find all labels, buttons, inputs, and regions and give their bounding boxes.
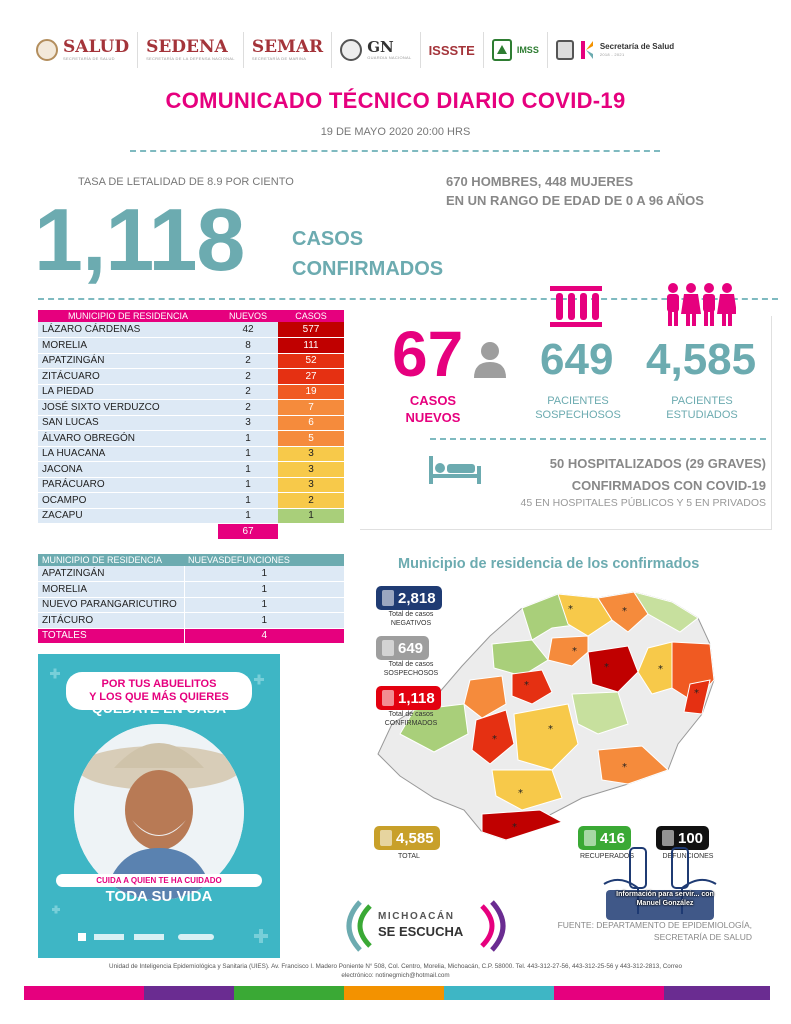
svg-text:*: * bbox=[658, 664, 663, 675]
municipio-cell: PARÁCUARO bbox=[38, 477, 218, 493]
test-tubes-icon bbox=[548, 284, 604, 328]
total-row bbox=[38, 524, 344, 540]
defunciones-por-municipio-table bbox=[38, 554, 344, 644]
nuevos-cell: 8 bbox=[218, 338, 278, 354]
table-row bbox=[38, 582, 344, 598]
gn-logo bbox=[332, 32, 420, 68]
table-row bbox=[38, 322, 344, 338]
defunciones-cell: 1 bbox=[184, 566, 344, 582]
casos-nuevos-label-line2: NUEVOS bbox=[405, 410, 461, 425]
table-row bbox=[38, 477, 344, 493]
sospechosos-count: 649 bbox=[398, 639, 424, 657]
imss-logo bbox=[484, 32, 548, 68]
footer-email: electrónico: notinegmich@hotmail.com bbox=[341, 972, 450, 979]
municipio-cell: LA HUACANA bbox=[38, 446, 218, 462]
map-title: Municipio de residencia de los confirmados bbox=[398, 556, 700, 572]
genero-rango bbox=[446, 172, 704, 210]
casos-nuevos-count: 67 bbox=[392, 318, 464, 390]
totales-value-cell: 4 bbox=[184, 628, 344, 644]
fuente-line1: FUENTE: DEPARTAMENTO DE EPIDEMIOLOGÍA, bbox=[557, 920, 752, 930]
sospechosos-badge bbox=[376, 636, 429, 660]
casos-cell: 19 bbox=[278, 384, 344, 400]
negativos-label-line2: NEGATIVOS bbox=[390, 620, 432, 627]
nuevos-cell: 2 bbox=[218, 400, 278, 416]
municipio-cell: JACONA bbox=[38, 462, 218, 478]
gn-logo-name: GN bbox=[367, 38, 394, 56]
sospechosos-label-line1: PACIENTES bbox=[547, 395, 609, 407]
casos-cell: 577 bbox=[278, 322, 344, 338]
svg-text:*: * bbox=[572, 646, 577, 657]
issste-logo bbox=[421, 32, 484, 68]
campaign-cuida: CUIDA A QUIEN TE HA CUIDADO bbox=[56, 874, 262, 887]
sedena-logo bbox=[138, 32, 244, 68]
casos-nuevos-label-line1: CASOS bbox=[409, 393, 457, 408]
table-row bbox=[38, 566, 344, 582]
report-date: 19 DE MAYO 2020 20:00 HRS bbox=[320, 126, 471, 138]
municipio-cell: JOSÉ SIXTO VERDUZCO bbox=[38, 400, 218, 416]
sedena-logo-name: SEDENA bbox=[146, 37, 228, 57]
municipio-cell: LÁZARO CÁRDENAS bbox=[38, 322, 218, 338]
casos-cell: 5 bbox=[278, 431, 344, 447]
sound-waves-left-icon bbox=[338, 900, 374, 952]
michoacan-text: MICHOACÁN bbox=[378, 911, 455, 922]
k-emblem-icon bbox=[579, 39, 595, 61]
sospechosos-map-label-line1: Total de casos bbox=[388, 661, 434, 668]
defunciones-count: 100 bbox=[678, 829, 704, 847]
pacientes-estudiados-label bbox=[650, 394, 754, 422]
svg-text:*: * bbox=[548, 724, 553, 735]
negativos-label bbox=[374, 610, 448, 628]
se-escucha-text: SE ESCUCHA bbox=[378, 924, 464, 939]
negativos-badge bbox=[376, 586, 442, 610]
people-icon bbox=[380, 830, 392, 846]
eagle-seal-icon bbox=[36, 39, 58, 61]
confirmados-label bbox=[292, 224, 443, 284]
total-badge bbox=[374, 826, 440, 850]
semar-logo-name: SEMAR bbox=[251, 37, 324, 57]
municipio-cell: LA PIEDAD bbox=[38, 384, 218, 400]
secretaria-salud-years: 2018 - 2021 bbox=[599, 51, 625, 57]
confirmados-map-label-line2: CONFIRMADOS bbox=[384, 720, 438, 727]
table-row bbox=[38, 446, 344, 462]
salud-logo-subtitle: SECRETARÍA DE SALUD bbox=[63, 56, 115, 61]
pacientes-estudiados-count: 4,585 bbox=[646, 335, 757, 384]
salud-logo-name: SALUD bbox=[63, 37, 130, 57]
casos-cell: 6 bbox=[278, 415, 344, 431]
municipio-cell: SAN LUCAS bbox=[38, 415, 218, 431]
hospitales-publicos-privados: 45 EN HOSPITALES PÚBLICOS Y 5 EN PRIVADOS bbox=[520, 497, 766, 509]
plus-sign-decorations bbox=[44, 658, 274, 958]
people-icon bbox=[584, 830, 596, 846]
total-count: 4,585 bbox=[396, 829, 434, 847]
casos-cell: 1 bbox=[278, 508, 344, 524]
sospechosos-map-label-line2: SOSPECHOSOS bbox=[383, 670, 439, 677]
column-header-nuevos: NUEVOS bbox=[218, 310, 278, 322]
empty-cell bbox=[278, 524, 344, 540]
casos-cell: 3 bbox=[278, 462, 344, 478]
negativos-label-line1: Total de casos bbox=[388, 611, 434, 618]
municipio-cell: ZACAPU bbox=[38, 508, 218, 524]
people-group-icon bbox=[664, 282, 736, 328]
confirmados-label-line2: CONFIRMADOS bbox=[292, 258, 444, 280]
campaign-headline-line1: POR TUS ABUELITOS bbox=[101, 678, 217, 690]
recuperados-count: 416 bbox=[600, 829, 626, 847]
municipio-cell: APATZINGÁN bbox=[38, 566, 184, 582]
municipio-cell: ZITÁCUARO bbox=[38, 369, 218, 385]
svg-text:*: * bbox=[492, 734, 497, 745]
dashed-divider bbox=[430, 438, 766, 440]
recuperados-label: RECUPERADOS bbox=[579, 853, 635, 860]
column-header-municipio: MUNICIPIO DE RESIDENCIA bbox=[38, 554, 184, 566]
campaign-poster bbox=[38, 654, 280, 958]
pacientes-sospechosos-label bbox=[528, 394, 628, 422]
campaign-toda-su-vida: TODA SU VIDA bbox=[105, 888, 213, 905]
table-header-row bbox=[38, 310, 344, 322]
issste-logo-name: ISSSTE bbox=[428, 42, 475, 58]
semar-logo-subtitle: SECRETARÍA DE MARINA bbox=[251, 56, 307, 61]
footer-address: Unidad de Inteligencia Epidemiológica y Sanitaria (UIES). Av. Francisco I. Madero Poniente N° 508, Col. Centro, Morelia, Michoacán, C.P. 58000. Tel. 443-312-27-56, 443-312-25-56 y 443-312-2813, Correo bbox=[109, 963, 682, 970]
defunciones-cell: 1 bbox=[184, 597, 344, 613]
hospitalizados-confirmados: CONFIRMADOS CON COVID-19 bbox=[571, 478, 766, 493]
totales-row bbox=[38, 628, 344, 644]
sospechosos-map-label bbox=[374, 660, 448, 678]
nuevos-cell: 1 bbox=[218, 446, 278, 462]
empty-cell bbox=[38, 524, 218, 540]
table-row bbox=[38, 597, 344, 613]
total-label: TOTAL bbox=[398, 853, 420, 860]
dashed-divider bbox=[130, 150, 660, 152]
table-row bbox=[38, 400, 344, 416]
table-row bbox=[38, 369, 344, 385]
svg-text:*: * bbox=[622, 762, 627, 773]
municipio-cell: OCAMPO bbox=[38, 493, 218, 509]
estudiados-label-line1: PACIENTES bbox=[671, 395, 733, 407]
column-header-casos: CASOS bbox=[278, 310, 344, 322]
nuevos-cell: 1 bbox=[218, 477, 278, 493]
person-icon bbox=[382, 690, 394, 706]
genero-line: 670 HOMBRES, 448 MUJERES bbox=[446, 174, 634, 189]
quedate-en-casa: QUÉDATE EN CASA bbox=[91, 700, 227, 716]
municipio-cell: ZITÁCURO bbox=[38, 613, 184, 629]
fuente-line2: SECRETARÍA DE SALUD bbox=[653, 932, 752, 942]
person-icon bbox=[472, 340, 508, 378]
sedena-logo-subtitle: SECRETARÍA DE LA DEFENSA NACIONAL bbox=[146, 56, 235, 61]
pacientes-sospechosos-count: 649 bbox=[540, 335, 614, 384]
confirmados-total: 1,118 bbox=[34, 190, 245, 289]
michoacan-se-escucha-logo bbox=[338, 900, 514, 952]
table-row bbox=[38, 338, 344, 354]
casos-cell: 2 bbox=[278, 493, 344, 509]
municipio-cell: APATZINGÁN bbox=[38, 353, 218, 369]
tasa-letalidad: TASA DE LETALIDAD DE 8.9 POR CIENTO bbox=[78, 176, 294, 188]
casos-cell: 111 bbox=[278, 338, 344, 354]
column-header-municipio: MUNICIPIO DE RESIDENCIA bbox=[38, 310, 218, 322]
municipio-cell: MORELIA bbox=[38, 338, 218, 354]
nuevos-cell: 2 bbox=[218, 369, 278, 385]
table-row bbox=[38, 431, 344, 447]
footer-contact bbox=[20, 962, 771, 980]
institution-logos bbox=[28, 28, 768, 72]
table-row bbox=[38, 415, 344, 431]
nuevos-cell: 42 bbox=[218, 322, 278, 338]
casos-nuevos-label bbox=[390, 392, 476, 426]
nuevos-cell: 1 bbox=[218, 462, 278, 478]
page-title: COMUNICADO TÉCNICO DIARIO COVID-19 bbox=[165, 88, 626, 113]
confirmados-map-label bbox=[374, 710, 448, 728]
campaign-footer-logos bbox=[78, 930, 238, 944]
defunciones-cell: 1 bbox=[184, 613, 344, 629]
decorative-color-strip bbox=[24, 986, 770, 1000]
svg-text:*: * bbox=[694, 688, 699, 699]
svg-text:*: * bbox=[512, 822, 517, 833]
confirmados-map-label-line1: Total de casos bbox=[388, 711, 434, 718]
nuevos-cell: 1 bbox=[218, 431, 278, 447]
table-row bbox=[38, 613, 344, 629]
totales-label-cell: TOTALES bbox=[38, 628, 184, 644]
imss-logo-name: IMSS bbox=[516, 45, 539, 55]
casos-cell: 27 bbox=[278, 369, 344, 385]
guardia-seal-icon bbox=[340, 39, 362, 61]
table-row bbox=[38, 508, 344, 524]
table-row bbox=[38, 353, 344, 369]
salud-logo bbox=[28, 32, 138, 68]
sospechosos-label-line2: SOSPECHOSOS bbox=[535, 409, 621, 421]
person-icon bbox=[382, 640, 394, 656]
confirmados-label-line1: CASOS bbox=[292, 228, 364, 250]
michoacan-shield-icon bbox=[556, 40, 574, 60]
casos-por-municipio-table bbox=[38, 310, 344, 540]
column-header-defunciones: NUEVASDEFUNCIONES bbox=[184, 554, 344, 566]
negativos-count: 2,818 bbox=[398, 589, 436, 607]
municipio-cell: ÁLVARO OBREGÓN bbox=[38, 431, 218, 447]
sound-waves-right-icon bbox=[478, 900, 514, 952]
casos-cell: 52 bbox=[278, 353, 344, 369]
nuevos-cell: 1 bbox=[218, 493, 278, 509]
hospitalizados: 50 HOSPITALIZADOS (29 GRAVES) bbox=[549, 456, 766, 471]
municipio-cell: MORELIA bbox=[38, 582, 184, 598]
nuevos-cell: 2 bbox=[218, 353, 278, 369]
nuevos-cell: 1 bbox=[218, 508, 278, 524]
casos-cell: 3 bbox=[278, 477, 344, 493]
gn-logo-subtitle: GUARDIA NACIONAL bbox=[367, 55, 412, 60]
rango-edad-line: EN UN RANGO DE EDAD DE 0 A 96 AÑOS bbox=[446, 193, 704, 208]
watermark-text: Información para servir... con Manuel González bbox=[616, 891, 714, 907]
secretaria-salud-michoacan-logo bbox=[548, 32, 682, 68]
confirmados-map-count: 1,118 bbox=[398, 689, 435, 707]
confirmados-badge bbox=[376, 686, 441, 710]
svg-text:*: * bbox=[568, 604, 573, 615]
campaign-headline-line2: Y LOS QUE MÁS QUIERES bbox=[89, 691, 229, 703]
estudiados-label-line2: ESTUDIADOS bbox=[666, 409, 738, 421]
svg-text:*: * bbox=[604, 662, 609, 673]
municipio-cell: NUEVO PARANGARICUTIRO bbox=[38, 597, 184, 613]
svg-text:*: * bbox=[524, 680, 529, 691]
table-row bbox=[38, 384, 344, 400]
imss-eagle-icon bbox=[492, 39, 512, 61]
defunciones-label: DEFUNCIONES bbox=[662, 853, 714, 860]
svg-text:*: * bbox=[518, 788, 523, 799]
nuevos-cell: 2 bbox=[218, 384, 278, 400]
table-row bbox=[38, 493, 344, 509]
table-row bbox=[38, 462, 344, 478]
secretaria-salud-name: Secretaría de Salud bbox=[599, 42, 675, 52]
total-nuevos-cell: 67 bbox=[218, 524, 278, 540]
casos-cell: 3 bbox=[278, 446, 344, 462]
casos-cell: 7 bbox=[278, 400, 344, 416]
nuevos-cell: 3 bbox=[218, 415, 278, 431]
defunciones-cell: 1 bbox=[184, 582, 344, 598]
person-icon bbox=[382, 590, 394, 606]
semar-logo bbox=[244, 32, 332, 68]
svg-text:*: * bbox=[622, 606, 627, 617]
table-header-row bbox=[38, 554, 344, 566]
watermark-hands-icon bbox=[600, 844, 720, 926]
